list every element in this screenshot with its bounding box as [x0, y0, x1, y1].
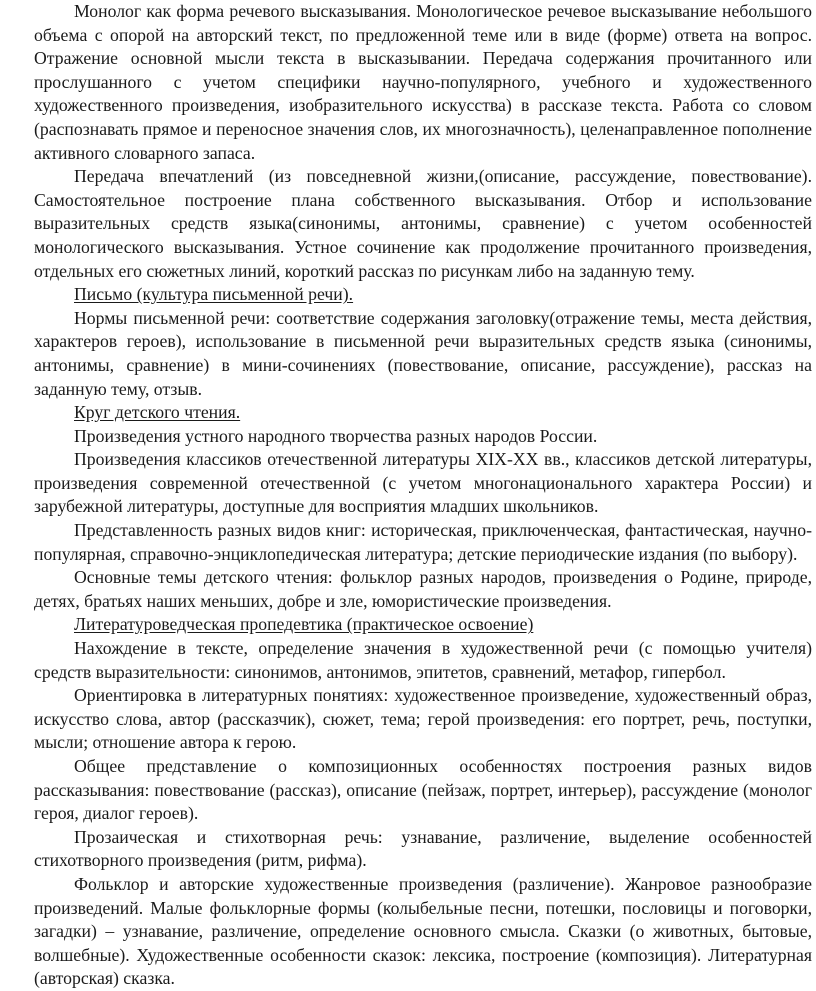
section-heading-reading-circle [34, 401, 812, 425]
paragraph-writing-norms: Нормы письменной речи: соответствие содержания заголовку(отражение темы, места действия, характеров героев), использование в письменной речи выразительных средств языка (синонимы, антонимы, сравнение) в мини-сочинениях (повествование, описание, рассуждение), рассказ на заданную тему, отзыв. [34, 307, 812, 399]
section-heading-literary-propaedeutics-text: Литературоведческая пропедевтика (практическое освоение) [74, 614, 534, 635]
section-heading-writing [34, 283, 812, 307]
section-heading-reading-circle-text: Круг детского чтения. [74, 402, 241, 423]
paragraph-oral-folk-art: Произведения устного народного творчества разных народов России. [74, 425, 598, 446]
section-heading-literary-propaedeutics [34, 613, 812, 637]
paragraph-classics: Произведения классиков отечественной литературы XIX-XX вв., классиков детской литературы, произведения современной отечественной (с учетом многонационального характера России) и зарубежной литературы, доступные для восприятия младших школьников. [34, 449, 812, 517]
paragraph-literary-concepts: Ориентировка в литературных понятиях: художественное произведение, художественный образ, искусство слова, автор (рассказчик), сюжет, тема; герой произведения: его портрет, речь, поступки, мысли; отношение автора к герою. [34, 685, 812, 753]
paragraph-expressive-means: Нахождение в тексте, определение значения в художественной речи (с помощью учителя) средств выразительности: синонимов, антонимов, эпитетов, сравнений, метафор, гипербол. [34, 638, 812, 682]
paragraph-monolog: Монолог как форма речевого высказывания. Монологическое речевое высказывание небольшого объема с опорой на авторский текст, по предложенной теме или в виде (форме) ответа на вопрос. Отражение основной мысли текста в высказывании. Передача содержания прочитанного или прослушанного с учетом специфики научно-популярного, учебного и художественного художественного произведения, изобразительного искусства) в рассказе текста. Работа со словом (распознавать прямое и переносное значения слов, их многозначность), целенаправленное пополнение активного словарного запаса. [34, 1, 812, 163]
section-heading-writing-text: Письмо (культура письменной речи). [74, 284, 354, 305]
paragraph-prose-poetry: Прозаическая и стихотворная речь: узнавание, различение, выделение особенностей стихотворного произведения (ритм, рифма). [34, 826, 812, 871]
paragraph-folklore: Фольклор и авторские художественные произведения (различение). Жанровое разнообразие произведений. Малые фольклорные формы (колыбельные песни, потешки, пословицы и поговорки, загадки) – узнавание, различение, определение основного смысла. Сказки (о животных, бытовые, волшебные). Художественные особенности сказок: лексика, построение (композиция). Литературная (авторская) сказка. [34, 873, 812, 989]
paragraph-composition: Общее представление о композиционных особенностях построения разных видов рассказывания: повествование (рассказ), описание (пейзаж, портрет, интерьер), рассуждение (монолог героя, диалог героев). [34, 756, 812, 824]
paragraph-reading-themes: Основные темы детского чтения: фольклор разных народов, произведения о Родине, природе, детях, братьях наших меньших, добре и зле, юмористические произведения. [34, 567, 812, 611]
paragraph-impressions: Передача впечатлений (из повседневной жизни,(описание, рассуждение, повествование). Самостоятельное построение плана собственного высказывания. Отбор и использование выразительных средств языка(синонимы, антонимы, сравнение) с учетом особенностей монологического высказывания. Устное сочинение как продолжение прочитанного произведения, отдельных его сюжетных линий, короткий рассказ по рисункам либо на заданную тему. [34, 166, 812, 281]
paragraph-book-types: Представленность разных видов книг: историческая, приключенческая, фантастическая, научно-популярная, справочно-энциклопедическая литература; детские периодические издания (по выбору). [34, 520, 812, 564]
